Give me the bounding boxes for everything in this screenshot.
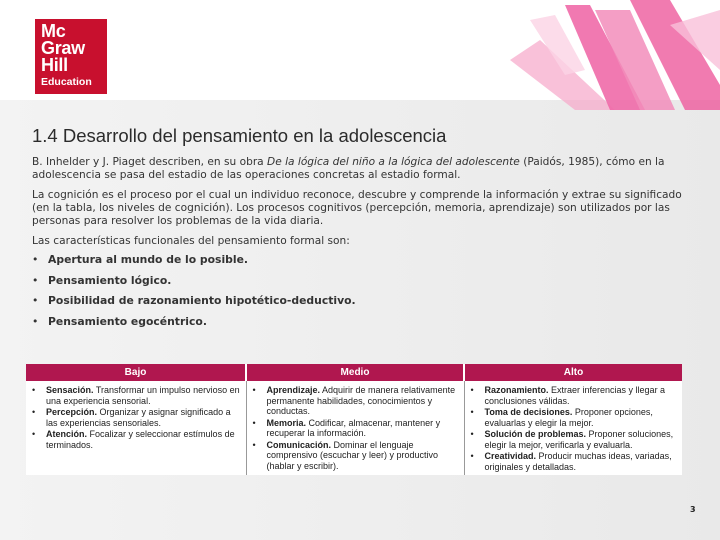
cognition-levels-table bbox=[26, 364, 682, 475]
list-item: • Aprendizaje. Adquirir de manera relativamente permanente habilidades, conocimientos y conductas. bbox=[251, 385, 460, 417]
book-title: De la lógica del niño a la lógica del adolescente bbox=[267, 156, 520, 168]
list-item: • Comunicación. Dominar el lenguaje comprensivo (escuchar y leer) y productivo (hablar y escribir). bbox=[251, 440, 460, 472]
slide-title: 1.4 Desarrollo del pensamiento en la adolescencia bbox=[32, 125, 447, 146]
list-item: • Creatividad. Producir muchas ideas, variadas, originales y detalladas. bbox=[469, 451, 679, 472]
mcgraw-hill-logo bbox=[35, 19, 107, 94]
alto-cell bbox=[464, 381, 682, 475]
intro-text-end: (Paidós, 1985), cómo en la adolescencia se pasa del estadio de las operaciones concretas al estadio formal. bbox=[32, 156, 665, 181]
list-item: • Toma de decisiones. Proponer opciones, evaluarlas y elegir la mejor. bbox=[469, 407, 679, 428]
list-item: • Solución de problemas. Proponer soluciones, elegir la mejor, verificarla y evaluarla. bbox=[469, 429, 679, 450]
list-item: • Pensamiento egocéntrico. bbox=[32, 315, 356, 336]
logo-line-hill: Hill bbox=[41, 55, 68, 75]
pink-ribbon-decoration bbox=[470, 0, 720, 110]
table-header-row bbox=[26, 364, 682, 381]
characteristics-list bbox=[32, 253, 356, 335]
table-row bbox=[26, 381, 682, 475]
logo-line-graw: Graw bbox=[41, 38, 85, 58]
intro-text-start: B. Inhelder y J. Piaget describen, en su obra bbox=[32, 156, 268, 168]
page-number: 3 bbox=[690, 505, 696, 514]
list-item: • Pensamiento lógico. bbox=[32, 274, 356, 295]
list-item: • Posibilidad de razonamiento hipotético-deductivo. bbox=[32, 294, 356, 315]
list-item: • Sensación. Transformar un impulso nervioso en una experiencia sensorial. bbox=[30, 385, 242, 406]
header-alto: Alto bbox=[464, 364, 682, 381]
list-item: • Razonamiento. Extraer inferencias y llegar a conclusiones válidas. bbox=[469, 385, 679, 406]
list-item: • Atención. Focalizar y seleccionar estímulos de terminados. bbox=[30, 429, 242, 450]
bajo-cell bbox=[26, 381, 246, 475]
cognition-paragraph: La cognición es el proceso por el cual un individuo reconoce, descubre y comprende la información y extrae su significado (en la tabla, los niveles de cognición). Los procesos cognitivos (percepción, memoria, aprendizaje) son utilizados por las personas para resolver los problemas de la vida diaria. bbox=[32, 189, 682, 227]
header-bajo: Bajo bbox=[26, 364, 246, 381]
list-item: • Memoria. Codificar, almacenar, mantener y recuperar la información. bbox=[251, 418, 460, 439]
list-item: • Percepción. Organizar y asignar significado a las experiencias sensoriales. bbox=[30, 407, 242, 428]
characteristics-intro: Las características funcionales del pensamiento formal son: bbox=[32, 235, 350, 247]
medio-cell bbox=[246, 381, 464, 475]
logo-line-education: Education bbox=[41, 76, 92, 88]
list-item: • Apertura al mundo de lo posible. bbox=[32, 253, 356, 274]
intro-paragraph bbox=[32, 156, 682, 182]
logo-line-mc: Mc bbox=[41, 21, 66, 41]
header-medio: Medio bbox=[246, 364, 464, 381]
